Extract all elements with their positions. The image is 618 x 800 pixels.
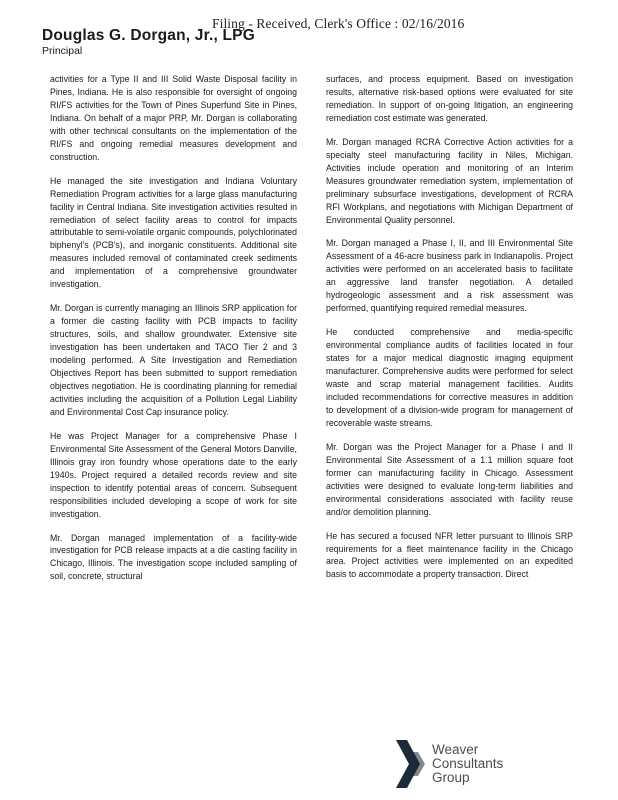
weaver-consultants-logo (394, 740, 503, 788)
right-column (326, 73, 573, 592)
paragraph-die-casting-srp: Mr. Dorgan is currently managing an Illinois SRP application for a former die casting facility with PCB impacts to facility structures, soils, and shallow groundwater. Extensive site investigation has been undertaken and TACO Tier 2 and 3 modeling performed. A Site Investigation and Remediation Objectives Report has been submitted to support remediation objectives negotiation. He is coordinating planning for remedial activities including the acquisition of a Pollution Legal Liability and Environmental Cost Cap insurance policy. (50, 303, 297, 417)
logo-line-consultants: Consultants (432, 755, 504, 771)
paragraph-remediation-options: surfaces, and process equipment. Based on investigation results, alternative risk-based options were evaluated for site remediation. In support of on-going litigation, an engineering remediation cost estimate was generated. (326, 74, 573, 123)
paragraph-pines-superfund: activities for a Type II and III Solid Waste Disposal facility in Pines, Indiana. He is also responsible for oversight of ongoing RI/FS activities for the Town of Pines Superfund Site in Pines, Indiana. On behalf of a major PRP, Mr. Dorgan is collaborating with other technical consultants on the implementation of the RI/FS and ongoing remedial measures development and construction. (50, 74, 297, 162)
paragraph-nfr-letter: He has secured a focused NFR letter pursuant to Illinois SRP requirements for a fleet maintenance facility in the Chicago area. Project activities were implemented on an expedited basis to accommodate a property transaction. Direct (326, 530, 573, 580)
paragraph-glass-facility: He managed the site investigation and Indiana Voluntary Remediation Program activities for a large glass manufacturing facility in Central Indiana. Site investigation activities resulted in remediation of select facility areas to control for impacts attributable to semi-volatile organic compounds, polychlorinated biphenyl's (PCB's), and inorganic constituents. Additional site measures included removal of contaminated creek sediments and implementation of a comprehensive groundwater investigation. (50, 175, 297, 290)
paragraph-rcra-niles: Mr. Dorgan managed RCRA Corrective Action activities for a specialty steel manufacturing facility in Niles, Michigan. Activities include operation and monitoring of an Interim Measures groundwater remediation system, implementation of preliminary subsurface investigations, development of RCRA RFI Workplans, and negotiations with Michigan Department of Environmental Quality personnel. (326, 136, 573, 225)
person-title: Principal (42, 45, 83, 57)
filing-stamp: Filing - Received, Clerk's Office : 02/16/2016 (212, 16, 465, 31)
paragraph-business-park: Mr. Dorgan managed a Phase I, II, and III Environmental Site Assessment of a 46-acre business park in Indianapolis. Project activities were performed on an accelerated basis to facilitate an aggressive land transfer negotiation. A detailed hydrogeologic assessment and a risk assessment was performed, quantifying required remedial measures. (326, 238, 573, 314)
weaver-logo-chevron-icon (394, 740, 430, 788)
person-name: Douglas G. Dorgan, Jr., LPG (42, 27, 255, 44)
logo-line-group: Group (432, 770, 470, 786)
paragraph-gm-danville: He was Project Manager for a comprehensive Phase I Environmental Site Assessment of the General Motors Danville, Illinois gray iron foundry whose operations date to the early 1940s. Project required a detailed records review and site inspection to identify potential areas of concern. Subsequent responsibilities included developing a scope of work for site investigation. (50, 430, 297, 519)
paragraph-chicago-pcb: Mr. Dorgan managed implementation of a facility-wide investigation for PCB release impacts at a die casting facility in Chicago, Illinois. The investigation scope included sampling of soil, concrete, structural (50, 532, 297, 582)
paragraph-compliance-audits: He conducted comprehensive and media-specific environmental compliance audits of facilities located in four states for a major medical diagnostic imaging equipment manufacturer. Comprehensive audits were performed for select waste and scrap material management facilities. Audits included recommendations for corrective measures in addition to development of a division-wide program for management of recoverable waste streams. (326, 327, 573, 428)
paragraph-can-facility: Mr. Dorgan was the Project Manager for a Phase I and II Environmental Site Assessment of a 1.1 million square foot former can manufacturing facility in Chicago. Assessment activities were designed to evaluate long-term liabilities and environmental considerations associated with facility reuse and/or demolition planning. (326, 441, 573, 517)
left-column (50, 73, 297, 594)
logo-line-weaver: Weaver (432, 741, 479, 757)
logo-wordmark (432, 743, 503, 786)
